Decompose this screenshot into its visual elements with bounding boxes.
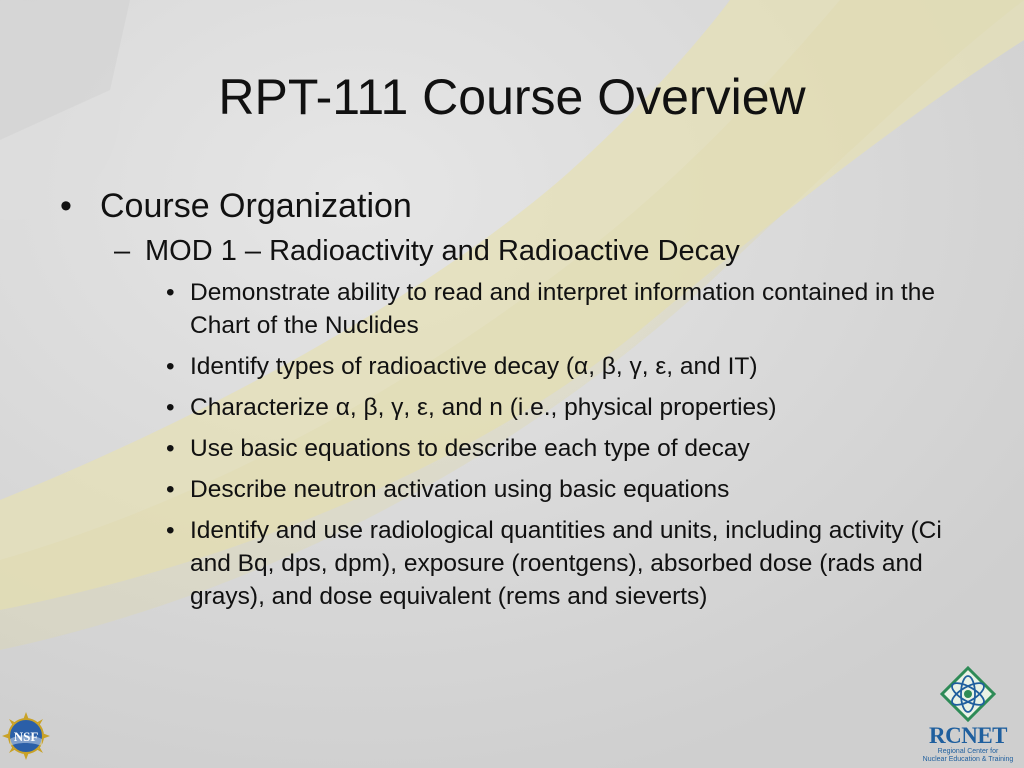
list-item bbox=[164, 391, 944, 424]
list-item-text: Characterize α, β, γ, ε, and n (i.e., physical properties) bbox=[190, 394, 777, 421]
list-item-text: Identify and use radiological quantities and units, including activity (Ci and Bq, dps, dpm), exposure (roentgens), absorbed dose (rads and grays), and dose equivalent (rems and sieverts) bbox=[190, 517, 942, 610]
bullet-marker: • bbox=[166, 394, 175, 421]
rcnet-subtitle-line-2: Nuclear Education & Training bbox=[922, 756, 1014, 763]
slide-body bbox=[60, 184, 960, 621]
list-item bbox=[164, 473, 944, 506]
bullet-text: Course Organization bbox=[100, 187, 412, 225]
bullet-marker: • bbox=[166, 435, 175, 462]
slide-title: RPT-111 Course Overview bbox=[218, 69, 806, 125]
nsf-logo-text: NSF bbox=[13, 729, 39, 744]
rcnet-logo bbox=[918, 666, 1018, 764]
rcnet-name: RCNET bbox=[928, 723, 1007, 748]
bullet-course-organization bbox=[60, 184, 960, 228]
bullet-marker: • bbox=[166, 279, 175, 306]
list-item-text: Identify types of radioactive decay (α, β, γ, ε, and IT) bbox=[190, 353, 758, 380]
bullet-marker: • bbox=[166, 353, 175, 380]
list-item bbox=[164, 432, 944, 465]
list-item-text: Demonstrate ability to read and interpret information contained in the Chart of the Nuclides bbox=[190, 279, 935, 339]
nsf-logo bbox=[2, 712, 50, 760]
rcnet-emblem-icon bbox=[918, 666, 1018, 724]
rcnet-subtitle bbox=[918, 748, 1018, 764]
bullet-marker: • bbox=[166, 517, 175, 544]
bullet-marker: • bbox=[60, 187, 72, 225]
rcnet-subtitle-line-1: Regional Center for bbox=[937, 748, 999, 755]
subbullet-text: MOD 1 – Radioactivity and Radioactive Decay bbox=[145, 235, 740, 267]
list-item bbox=[164, 514, 944, 613]
subbullet-mod1 bbox=[114, 232, 960, 270]
dash-marker: – bbox=[114, 235, 131, 267]
bullet-marker: • bbox=[166, 476, 175, 503]
list-item bbox=[164, 350, 944, 383]
objectives-list bbox=[164, 276, 944, 613]
list-item-text: Use basic equations to describe each type of decay bbox=[190, 435, 750, 462]
list-item bbox=[164, 276, 944, 342]
list-item-text: Describe neutron activation using basic equations bbox=[190, 476, 730, 503]
